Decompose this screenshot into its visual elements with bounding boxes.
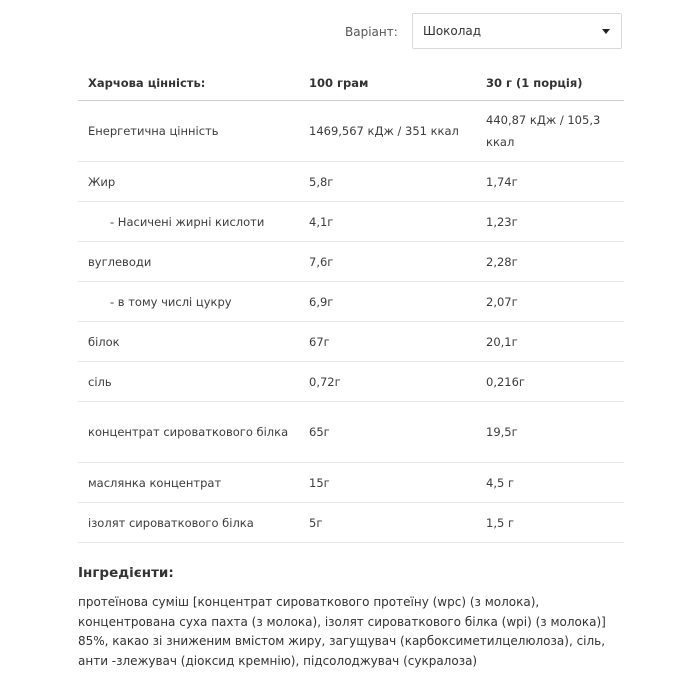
table-row — [78, 322, 624, 362]
nutrient-per100: 7,6г — [299, 242, 476, 282]
nutrient-name-cell — [78, 282, 299, 322]
table-row — [78, 503, 624, 543]
nutrient-per100: 0,72г — [299, 362, 476, 402]
nutrient-name: ізолят сироваткового білка — [78, 503, 299, 543]
table-row — [78, 282, 624, 322]
nutrient-per30: 440,87 кДж / 105,3 ккал — [476, 101, 624, 162]
table-row — [78, 162, 624, 202]
table-row — [78, 402, 624, 463]
nutrient-per100: 6,9г — [299, 282, 476, 322]
table-header-row — [78, 65, 624, 101]
nutrient-per100: 1469,567 кДж / 351 ккал — [299, 101, 476, 162]
nutrient-per30: 19,5г — [476, 402, 624, 463]
table-row — [78, 101, 624, 162]
nutrient-per30: 2,28г — [476, 242, 624, 282]
nutrient-name: білок — [78, 322, 299, 362]
nutrient-per100: 5г — [299, 503, 476, 543]
nutrient-name: - Насичені жирні кислоти — [110, 214, 265, 229]
caret-down-icon — [602, 29, 610, 34]
nutrient-per100: 65г — [299, 402, 476, 463]
nutrient-name: маслянка концентрат — [78, 463, 299, 503]
nutrient-per30: 0,216г — [476, 362, 624, 402]
nutrient-per30: 20,1г — [476, 322, 624, 362]
nutrient-per100: 15г — [299, 463, 476, 503]
header-per-serving: 30 г (1 порція) — [476, 65, 624, 101]
nutrient-per100: 67г — [299, 322, 476, 362]
nutrient-per30: 2,07г — [476, 282, 624, 322]
variant-selected-value: Шоколад — [423, 24, 482, 38]
variant-dropdown[interactable] — [412, 13, 622, 49]
nutrient-per30: 1,74г — [476, 162, 624, 202]
table-row — [78, 362, 624, 402]
nutrient-per100: 5,8г — [299, 162, 476, 202]
nutrient-name-cell — [78, 202, 299, 242]
header-nutrition-value: Харчова цінність: — [78, 65, 299, 101]
nutrient-per30: 4,5 г — [476, 463, 624, 503]
nutrient-per30: 1,5 г — [476, 503, 624, 543]
nutrient-name: сіль — [78, 362, 299, 402]
ingredients-title: Інгредієнти: — [78, 565, 174, 581]
nutrient-name: Енергетична цінність — [78, 101, 299, 162]
variant-selector — [345, 13, 624, 51]
nutrient-per100: 4,1г — [299, 202, 476, 242]
table-row — [78, 463, 624, 503]
table-row — [78, 242, 624, 282]
table-row — [78, 202, 624, 242]
nutrient-per30: 1,23г — [476, 202, 624, 242]
nutrient-name: Жир — [78, 162, 299, 202]
nutrition-table — [78, 65, 624, 543]
nutrient-name: вуглеводи — [78, 242, 299, 282]
ingredients-text: протеїнова суміш [концентрат сироваткового протеїну (wpc) (з молока), концентрована суха пахта (з молока), ізолят сироваткового білка (wpi) (з молока)] 85%, какао зі зниженим вмістом жиру, загущувач (карбоксиметилцелюлоза), сіль, анти -злежувач (діоксид кремнію), підсолоджувач (сукралоза) — [78, 595, 606, 668]
header-per-100g: 100 грам — [299, 65, 476, 101]
variant-label: Варіант: — [345, 25, 398, 39]
nutrient-name: - в тому числі цукру — [110, 294, 232, 309]
nutrient-name: концентрат сироваткового білка — [78, 402, 299, 463]
